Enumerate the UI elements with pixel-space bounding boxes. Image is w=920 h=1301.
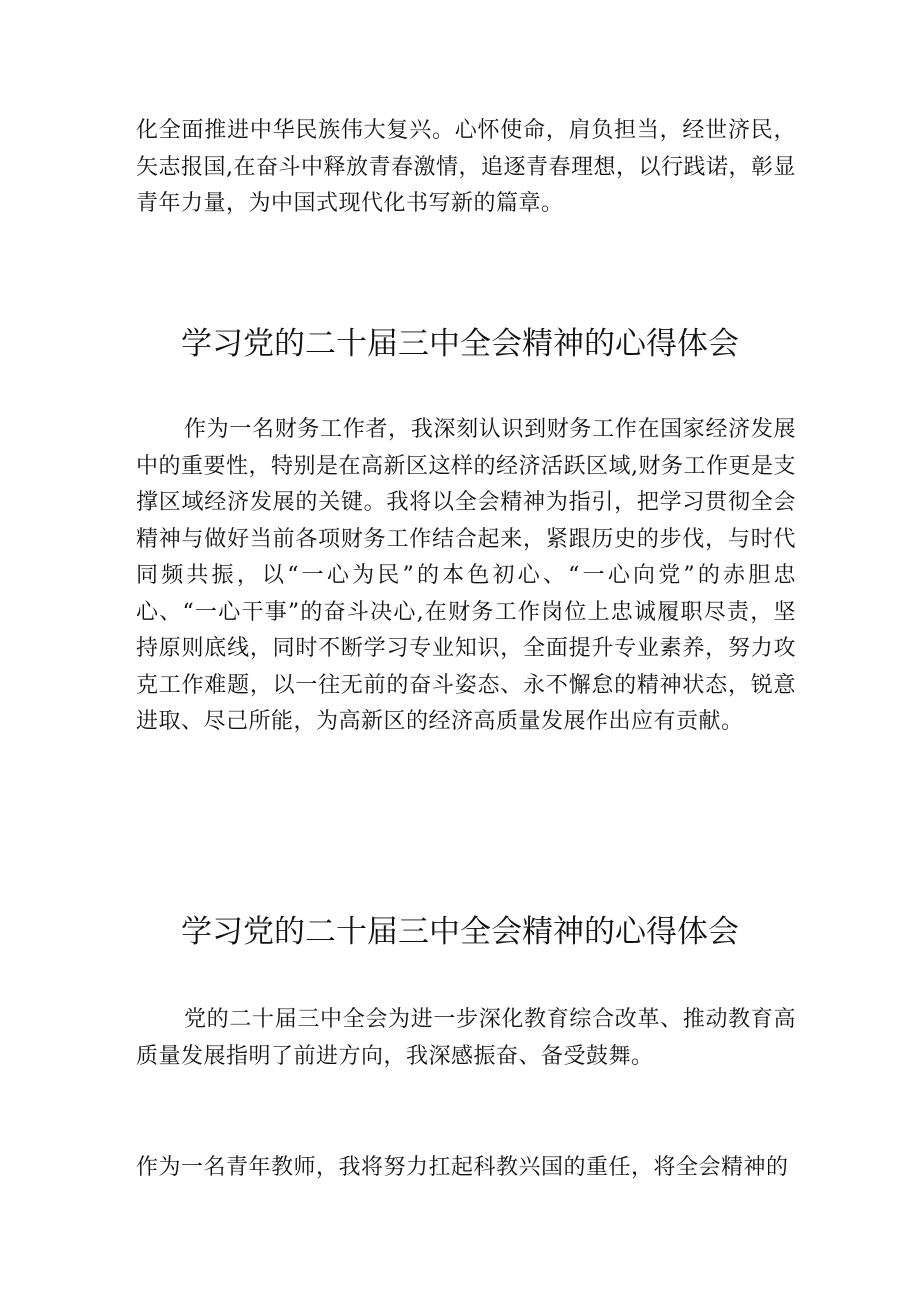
paragraph-finance: 作为一名财务工作者，我深刻认识到财务工作在国家经济发展中的重要性，特别是在高新区这样的经济活跃区域,财务工作更是支撑区域经济发展的关键。我将以全会精神为指引，把学习贯彻全会精神与做好当前各项财务工作结合起来，紧跟历史的步伐，与时代同频共振，以“一心为民”的本色初心、“一心向党”的赤胆忠心、“一心干事”的奋斗决心,在财务工作岗位上忠诚履职尽责，坚持原则底线，同时不断学习专业知识，全面提升专业素养，努力攻克工作难题，以一往无前的奋斗姿态、永不懈怠的精神状态，锐意进取、尽己所能，为高新区的经济高质量发展作出应有贡献。	[136, 417, 796, 734]
section-heading-2: 学习党的二十届三中全会精神的心得体会	[181, 914, 739, 950]
section-heading-1: 学习党的二十届三中全会精神的心得体会	[181, 326, 739, 362]
paragraph-education-intro: 党的二十届三中全会为进一步深化教育综合改革、推动教育高质量发展指明了前进方向，我深感振奋、备受鼓舞。	[136, 1007, 796, 1069]
paragraph-teacher: 作为一名青年教师，我将努力扛起科教兴国的重任，将全会精神的	[136, 1155, 789, 1180]
paragraph-top: 化全面推进中华民族伟大复兴。心怀使命，肩负担当，经世济民，矢志报国,在奋斗中释放青春激情，追逐青春理想，以行践诺，彰显青年力量，为中国式现代化书写新的篇章。	[136, 118, 796, 216]
